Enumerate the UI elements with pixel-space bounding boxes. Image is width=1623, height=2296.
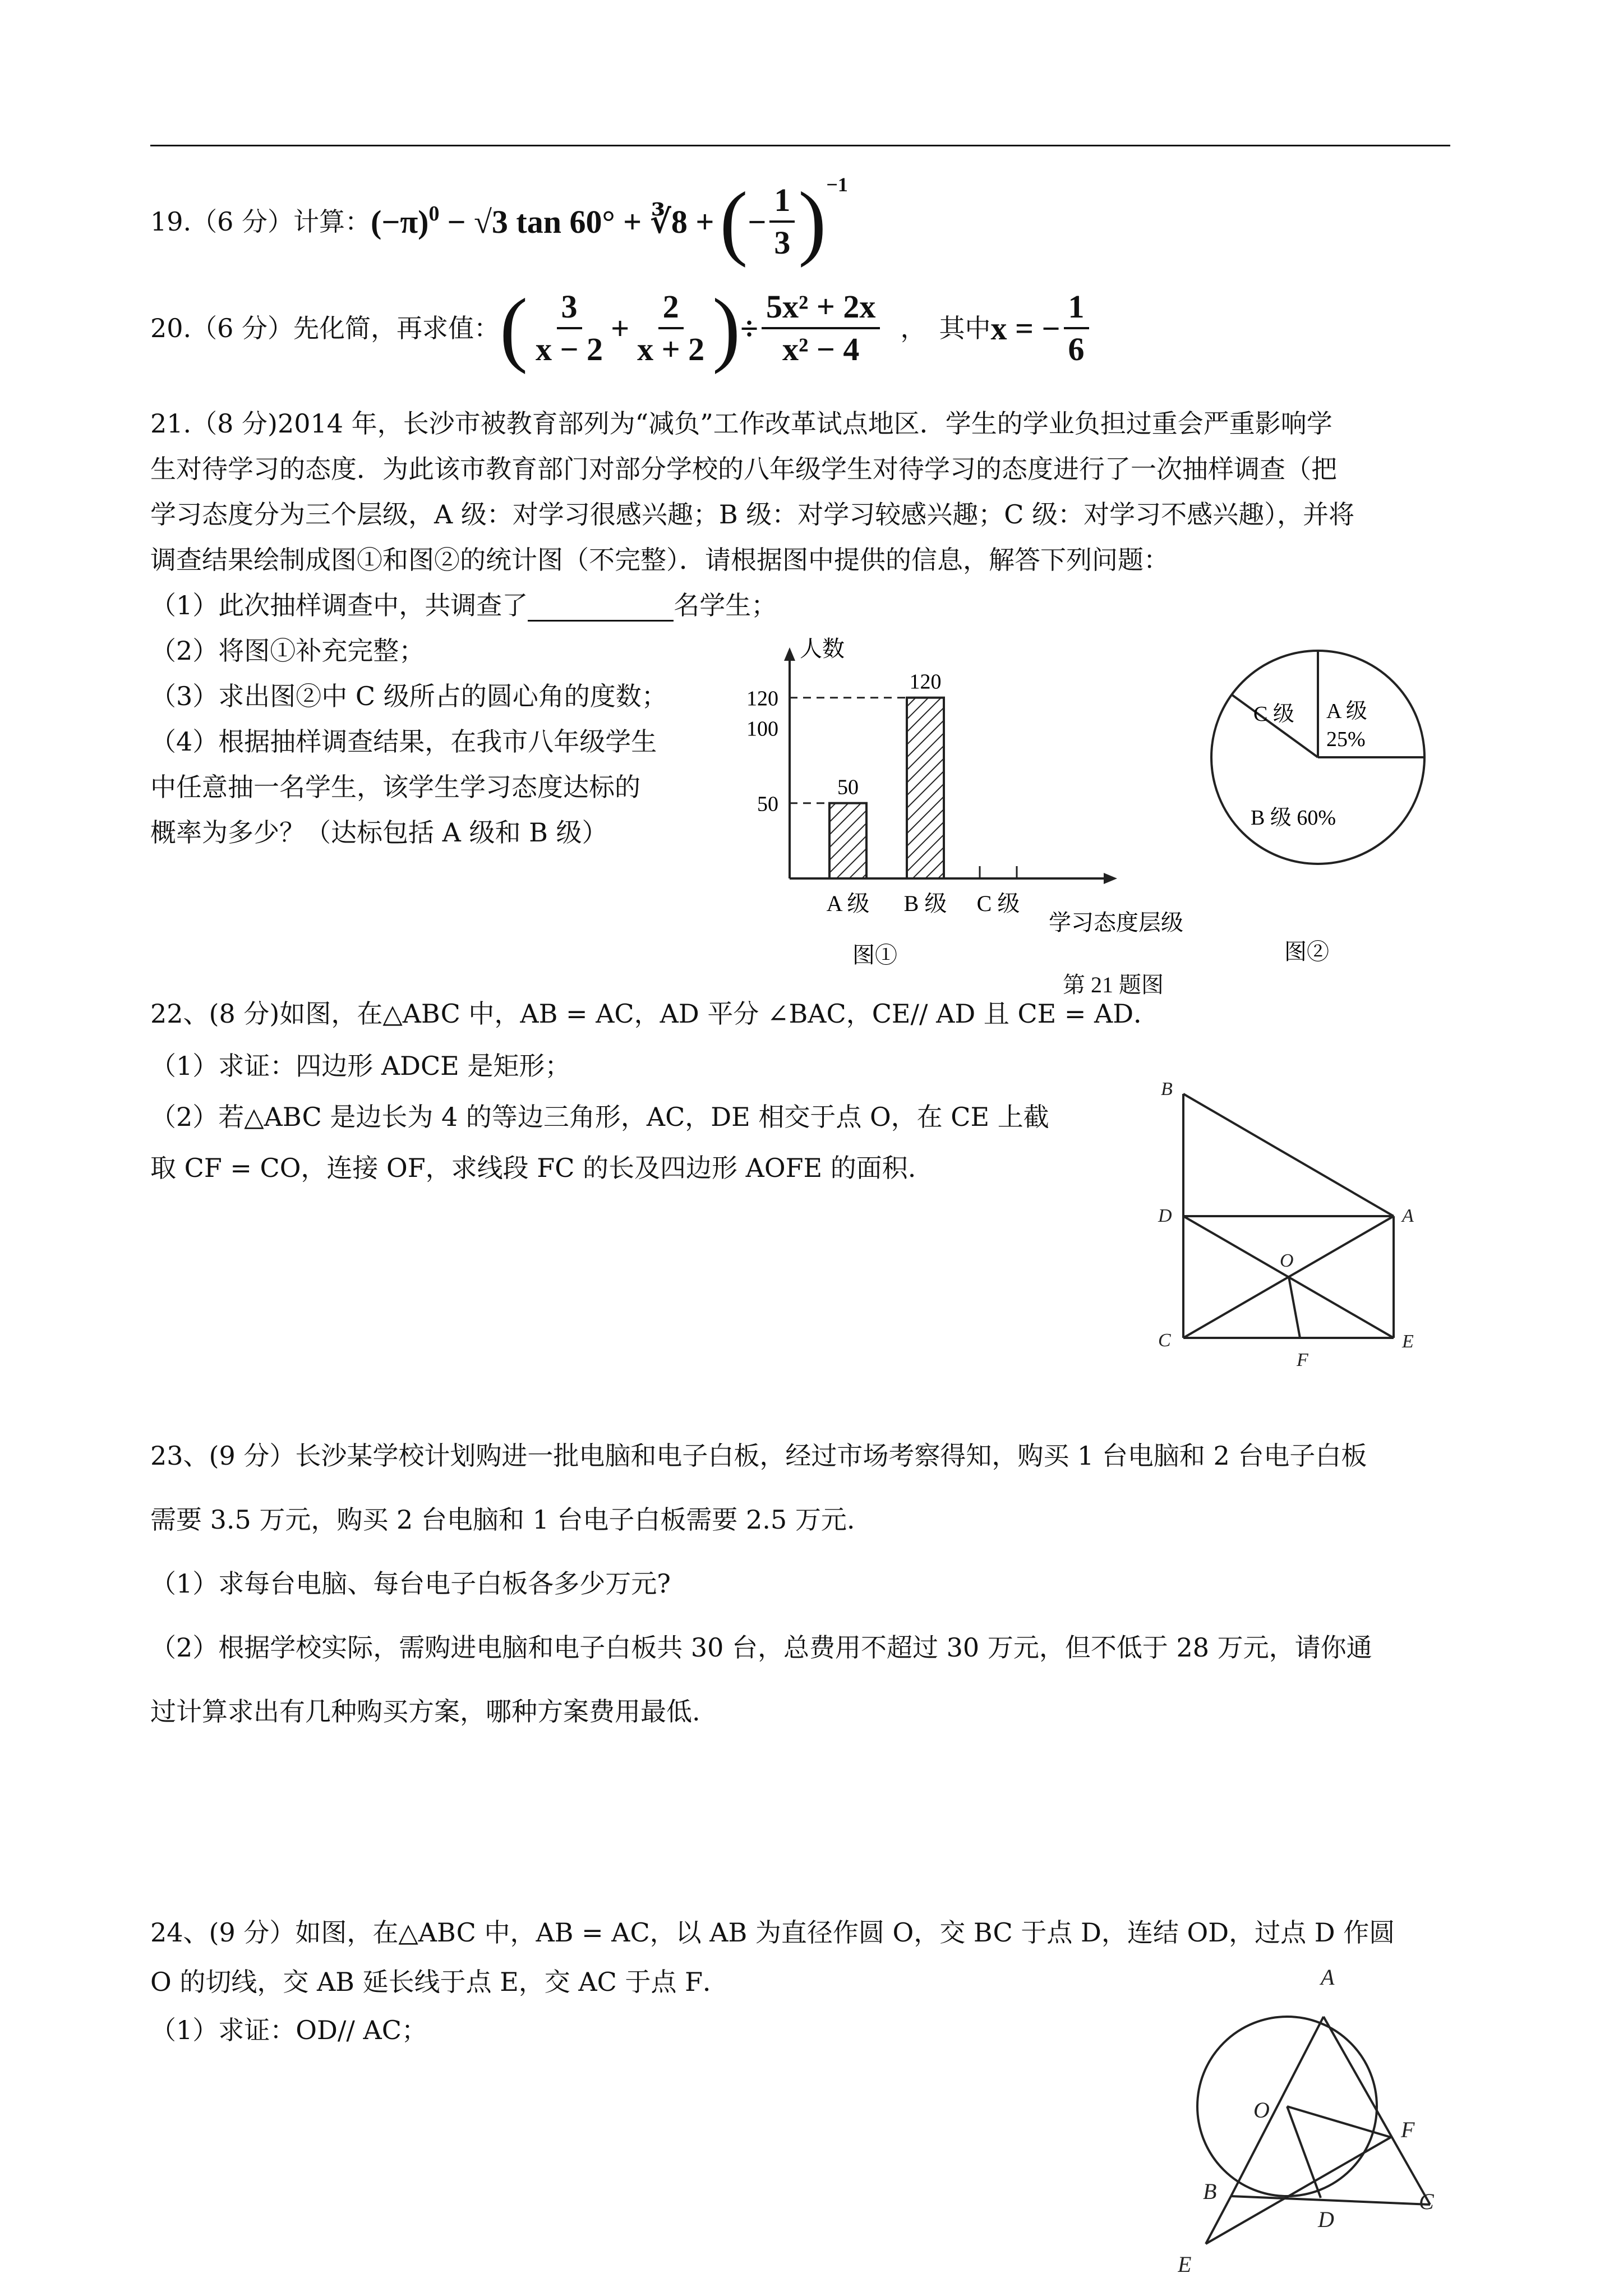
segment-bc	[1231, 2196, 1430, 2205]
label-a: A	[1321, 1964, 1335, 1990]
q20-plus: +	[611, 310, 630, 347]
label-d: D	[1318, 2207, 1334, 2232]
q21-line3: 学习态度分为三个层级，A 级：对学习很感兴趣；B 级：对学习较感兴趣；C 级：对学习不感兴趣），并将	[150, 499, 1355, 530]
q21-sub1	[150, 589, 777, 622]
q21-answer-blank[interactable]	[528, 597, 674, 622]
q20-div: ÷	[740, 310, 758, 347]
q20-label: 20.（6 分）先化简，再求值：	[150, 313, 500, 343]
label-f: F	[1401, 2117, 1415, 2142]
y-tick-label: 100	[746, 717, 778, 741]
q23-sub1: （1）求每台电脑、每台电子白板各多少万元?	[150, 1568, 671, 1599]
q20-x: x = −	[990, 310, 1061, 347]
q20-frac2-den: x + 2	[637, 331, 705, 367]
q21-figure-caption: 第 21 题图	[1063, 972, 1164, 997]
label-b: B	[1161, 1079, 1173, 1099]
segment-of	[1289, 1277, 1300, 1338]
label-f: F	[1297, 1350, 1308, 1370]
q21-line2: 生对待学习的态度．为此该市教育部门对部分学校的八年级学生对待学习的态度进行了一次抽样调查（把	[150, 454, 1337, 484]
q19-den: 3	[774, 224, 791, 261]
pie-caption: 图②	[1284, 939, 1329, 964]
q24-sub1: （1）求证：OD// AC；	[150, 2015, 427, 2045]
q19-exp: −1	[826, 173, 848, 196]
bar	[829, 803, 866, 878]
x-axis-label: 学习态度层级	[1049, 910, 1183, 935]
label-e: E	[1402, 1331, 1414, 1352]
q21-sub4a: （4）根据抽样调查结果，在我市八年级学生	[150, 726, 657, 757]
segment-ac	[1324, 2017, 1430, 2205]
q21-sub4c: 概率为多少？（达标包括 A 级和 B 级）	[150, 817, 608, 848]
bar-chart	[718, 628, 1223, 976]
label-c: C	[1158, 1330, 1171, 1351]
question-19	[150, 174, 848, 269]
label-e: E	[1178, 2252, 1192, 2277]
q20-frac1-num: 3	[557, 289, 582, 329]
q19-minus: −	[748, 203, 767, 240]
q19-exp0: 0	[428, 202, 440, 226]
label-c: C	[1419, 2189, 1434, 2214]
q19-part1: (−π)	[371, 203, 429, 240]
chart-caption: 图①	[852, 942, 897, 968]
x-tick-label: A 级	[826, 891, 870, 916]
pie-chart	[1195, 645, 1441, 976]
label-d: D	[1158, 1205, 1172, 1226]
y-axis-arrow	[784, 647, 795, 661]
q19-num: 1	[769, 182, 795, 223]
q21-line4: 调查结果绘制成图①和图②的统计图（不完整）．请根据图中提供的信息，解答下列问题：	[150, 545, 1169, 575]
q20-condition: ， 其中	[900, 313, 991, 343]
question-20	[150, 280, 1092, 376]
q19-fraction	[769, 182, 795, 261]
q24-line2: O 的切线，交 AB 延长线于点 E，交 AC 于点 F．	[150, 1967, 729, 1997]
q20-frac3-den: x² − 4	[782, 331, 860, 367]
q23-sub2a: （2）根据学校实际，需购进电脑和电子白板共 30 台，总费用不超过 30 万元，但不低于 28 万元，请你通	[150, 1632, 1372, 1663]
segment-ba	[1183, 1094, 1394, 1216]
q20-frac1-den: x − 2	[536, 331, 603, 367]
pie-label-a: A 级	[1326, 700, 1367, 723]
x-axis-arrow	[1104, 873, 1117, 884]
q24-figure	[1178, 1952, 1492, 2289]
q21-sub1-a: （1）此次抽样调查中，共调查了	[150, 590, 528, 620]
q23-line2: 需要 3.5 万元，购买 2 台电脑和 1 台电子白板需要 2.5 万元.	[150, 1504, 855, 1535]
q24-line1: 24、(9 分）如图，在△ABC 中，AB = AC，以 AB 为直径作圆 O，交 BC 于点 D，连结 OD，过点 D 作圆	[150, 1917, 1395, 1948]
q23-sub2b: 过计算求出有几种购买方案，哪种方案费用最低.	[150, 1696, 700, 1727]
q20-frac2	[633, 289, 709, 367]
pie-label-c: C 级	[1253, 702, 1294, 726]
q21-sub3: （3）求出图②中 C 级所占的圆心角的度数；	[150, 681, 667, 711]
q19-expression: (−π) $^0$ − √3 tan 60° + ∛8 + ( − $\frac{1}{3}$ ) $^{-1}$	[371, 173, 848, 268]
q22-sub2b: 取 CF = CO，连接 OF，求线段 FC 的长及四边形 AOFE 的面积.	[150, 1153, 916, 1183]
header-rule	[150, 145, 1450, 146]
x-tick-label: B 级	[903, 891, 947, 916]
q21-sub2: （2）将图①补充完整；	[150, 636, 425, 666]
y-tick-label: 50	[757, 792, 778, 816]
x-tick-label: C 级	[976, 891, 1020, 916]
data-label: 50	[837, 775, 859, 799]
q20-frac2-num: 2	[658, 289, 684, 329]
q22-sub1: （1）求证：四边形 ADCE 是矩形；	[150, 1051, 571, 1081]
q21-sub4b: 中任意抽一名学生，该学生学习态度达标的	[150, 772, 640, 802]
q22-sub2a: （2）若△ABC 是边长为 4 的等边三角形，AC，DE 相交于点 O，在 CE 上截	[150, 1102, 1049, 1132]
q20-expression: ( $\frac{3}{x - 2}$ + $\frac{2}{x + 2}$ ) ÷ $\frac{\text{5x² + 2x}}{\text{x² − 4}}$	[500, 286, 883, 370]
q20-frac3	[762, 289, 880, 367]
q20-xv-den: 6	[1068, 331, 1085, 367]
pie-label-b: B 级 60%	[1251, 806, 1336, 830]
q20-frac3-num: 5x² + 2x	[762, 289, 880, 329]
label-a: A	[1402, 1205, 1414, 1226]
q22-line1: 22、(8 分)如图，在△ABC 中，AB = AC，AD 平分 ∠BAC，CE// AD 且 CE = AD．	[150, 999, 1160, 1029]
q22-figure	[1150, 1077, 1464, 1386]
q19-label: 19.（6 分）计算：	[150, 206, 371, 237]
label-b: B	[1203, 2179, 1217, 2204]
label-o: O	[1253, 2097, 1270, 2123]
q20-xv-num: 1	[1064, 289, 1089, 329]
y-axis-label: 人数	[800, 636, 845, 661]
label-o: O	[1280, 1250, 1294, 1271]
q20-x-value	[1064, 289, 1089, 367]
data-label: 120	[909, 670, 942, 694]
segment-od	[1287, 2106, 1321, 2198]
bar	[907, 698, 944, 878]
pie-pct-a: 25%	[1326, 728, 1366, 751]
q20-frac1	[531, 289, 607, 367]
y-tick-label: 120	[746, 687, 778, 711]
q21-line1: 21.（8 分)2014 年，长沙市被教育部列为“减负”工作改革试点地区．学生的学业负担过重会严重影响学	[150, 408, 1332, 439]
q19-part2: − √3 tan 60° + ∛8 +	[447, 204, 714, 240]
q23-line1: 23、(9 分）长沙某学校计划购进一批电脑和电子白板，经过市场考察得知，购买 1 台电脑和 2 台电子白板	[150, 1441, 1367, 1471]
q21-sub1-b: 名学生；	[674, 590, 777, 620]
